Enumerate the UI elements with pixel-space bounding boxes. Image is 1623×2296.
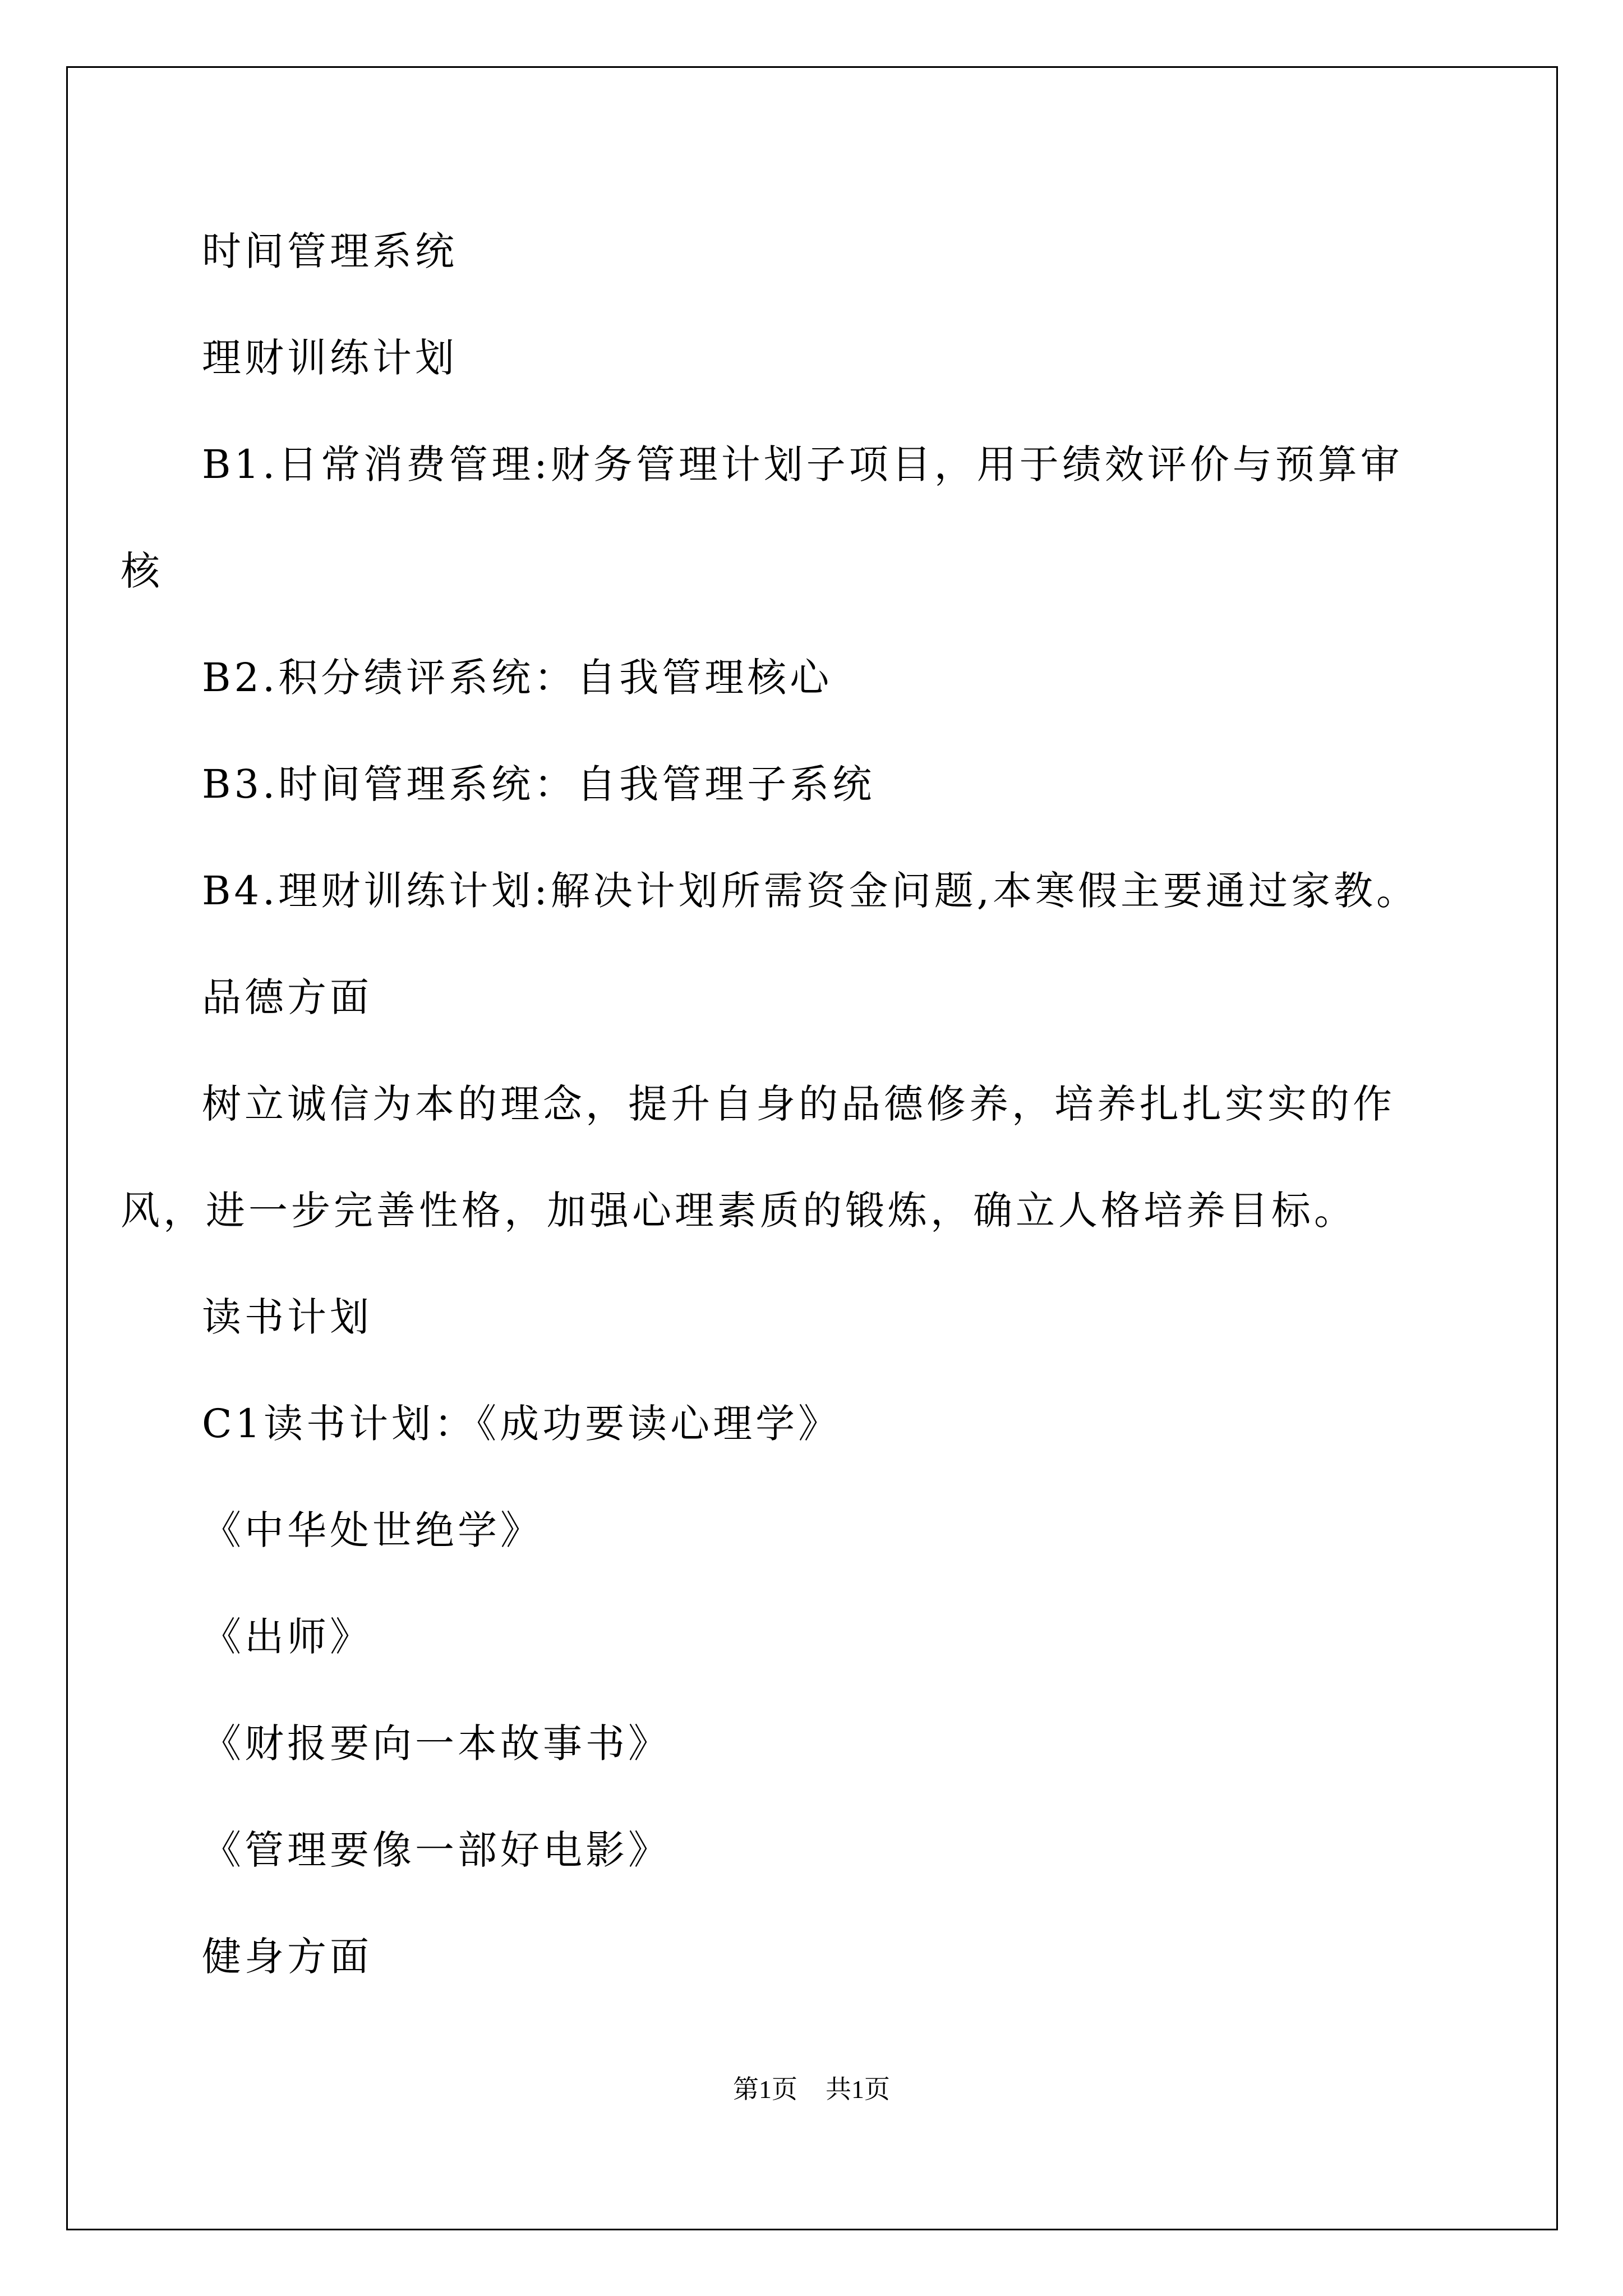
- text-line: 读书计划: [202, 1294, 372, 1340]
- page-border: [66, 66, 1558, 2230]
- text-line: 时间管理系统: [202, 228, 458, 274]
- text-line: 《财报要向一本故事书》: [202, 1720, 671, 1766]
- text-line: 理财训练计划: [202, 335, 458, 381]
- text-line: 《中华处世绝学》: [202, 1507, 543, 1553]
- text-line: B3.时间管理系统：自我管理子系统: [202, 761, 875, 807]
- text-line: 核: [121, 548, 163, 594]
- text-line: 《出师》: [202, 1614, 372, 1660]
- page-total: 共1页: [826, 2075, 890, 2104]
- text-line: 《管理要像一部好电影》: [202, 1827, 671, 1873]
- text-line: 树立诚信为本的理念，提升自身的品德修养，培养扎扎实实的作: [202, 1081, 1395, 1127]
- text-line: 风，进一步完善性格，加强心理素质的锻炼，确立人格培养目标。: [121, 1188, 1357, 1234]
- text-line: 品德方面: [202, 974, 372, 1020]
- text-line: B2.积分绩评系统：自我管理核心: [202, 655, 833, 701]
- text-line: C1读书计划：《成功要读心理学》: [202, 1401, 841, 1447]
- text-line: 健身方面: [202, 1934, 372, 1980]
- text-line: B4.理财训练计划:解决计划所需资金问题,本寒假主要通过家教。: [202, 868, 1419, 914]
- text-line: B1.日常消费管理:财务管理计划子项目，用于绩效评价与预算审: [202, 441, 1403, 487]
- page-number: 第1页: [733, 2075, 797, 2104]
- page-footer: [0, 2077, 1623, 2102]
